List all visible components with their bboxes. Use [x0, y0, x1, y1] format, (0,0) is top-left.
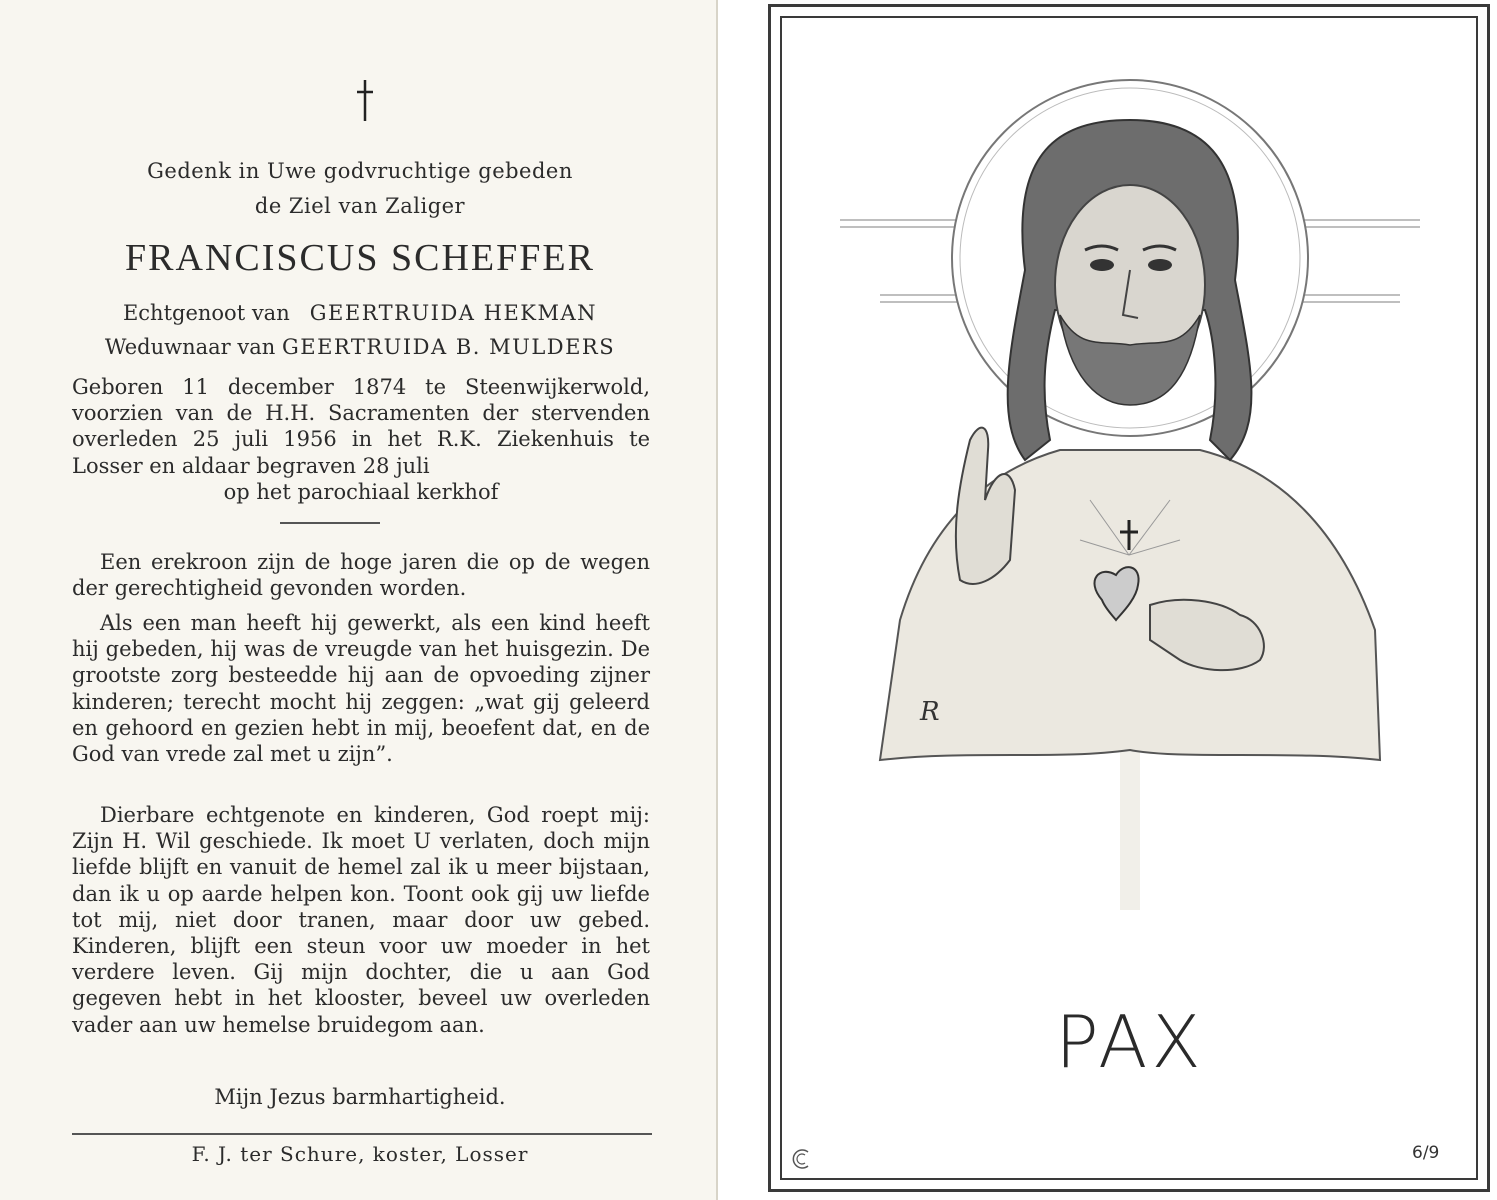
sacred-heart-portrait-icon	[820, 60, 1440, 960]
widower-prefix: Weduwnaar van	[104, 335, 276, 359]
closing-prayer: Mijn Jezus barmhartigheid.	[214, 1085, 506, 1109]
intro-line-2: de Ziel van Zaliger	[254, 194, 466, 218]
widower-of-name: GEERTRUIDA B. MULDERS	[281, 335, 616, 359]
deceased-name: FRANCISCUS SCHEFFER	[125, 237, 595, 279]
widower-line	[60, 330, 660, 364]
relations	[60, 296, 660, 364]
bottom-divider	[72, 1133, 652, 1135]
intro-line-1: Gedenk in Uwe godvruchtige gebeden	[147, 159, 573, 183]
card-number: 6/9	[1412, 1143, 1440, 1163]
birth-death-text: Geboren 11 december 1874 te Steenwijkerwold, voorzien van de H.H. Sacramenten der stervenden overleden 25 juli 1956 in het R.K. Ziekenhuis te Losser en aldaar begraven 28 juli	[72, 375, 650, 478]
verse-2: Als een man heeft hij gewerkt, als een kind heeft hij gebeden, hij was de vreugde van het huisgezin. De grootste zorg besteedde hij aan de opvoeding zijner kinderen; terecht mocht hij zeggen: „wat gij geleerd en gehoord en gezien hebt in mij, beoefent dat, en de God van vrede zal met u zijn”.	[72, 611, 650, 767]
cross-icon	[350, 78, 380, 123]
printer-mark-icon	[790, 1148, 812, 1170]
spouse-line	[60, 296, 660, 330]
divider	[280, 522, 380, 524]
memorial-card-text-side	[0, 0, 718, 1200]
artist-monogram: R	[920, 697, 940, 727]
memorial-card-picture-side	[760, 0, 1497, 1200]
intro-text	[60, 154, 660, 224]
spouse-prefix: Echtgenoot van	[122, 301, 290, 325]
printer-credit: F. J. ter Schure, koster, Losser	[191, 1142, 529, 1166]
verse-1: Een erekroon zijn de hoge jaren die op de wegen der gerechtigheid gevonden worden.	[72, 550, 650, 601]
verse-3: Dierbare echtgenote en kinderen, God roept mij: Zijn H. Wil geschiede. Ik moet U verlaten, doch mijn liefde blijft en vanuit de hemel zal ik u meer bijstaan, dan ik u op aarde helpen kon. Toont ook gij uw liefde tot mij, niet door tranen, maar door uw gebed. Kinderen, blijft een steun voor uw moeder in het verdere leven. Gij mijn dochter, die u aan God gegeven hebt in het klooster, beveel uw overleden vader aan uw hemelse bruidegom aan.	[72, 803, 650, 1037]
burial-place: op het parochiaal kerkhof	[223, 480, 499, 504]
spouse-name: GEERTRUIDA HEKMAN	[309, 301, 598, 325]
pax-label: PAX	[1055, 1000, 1205, 1084]
